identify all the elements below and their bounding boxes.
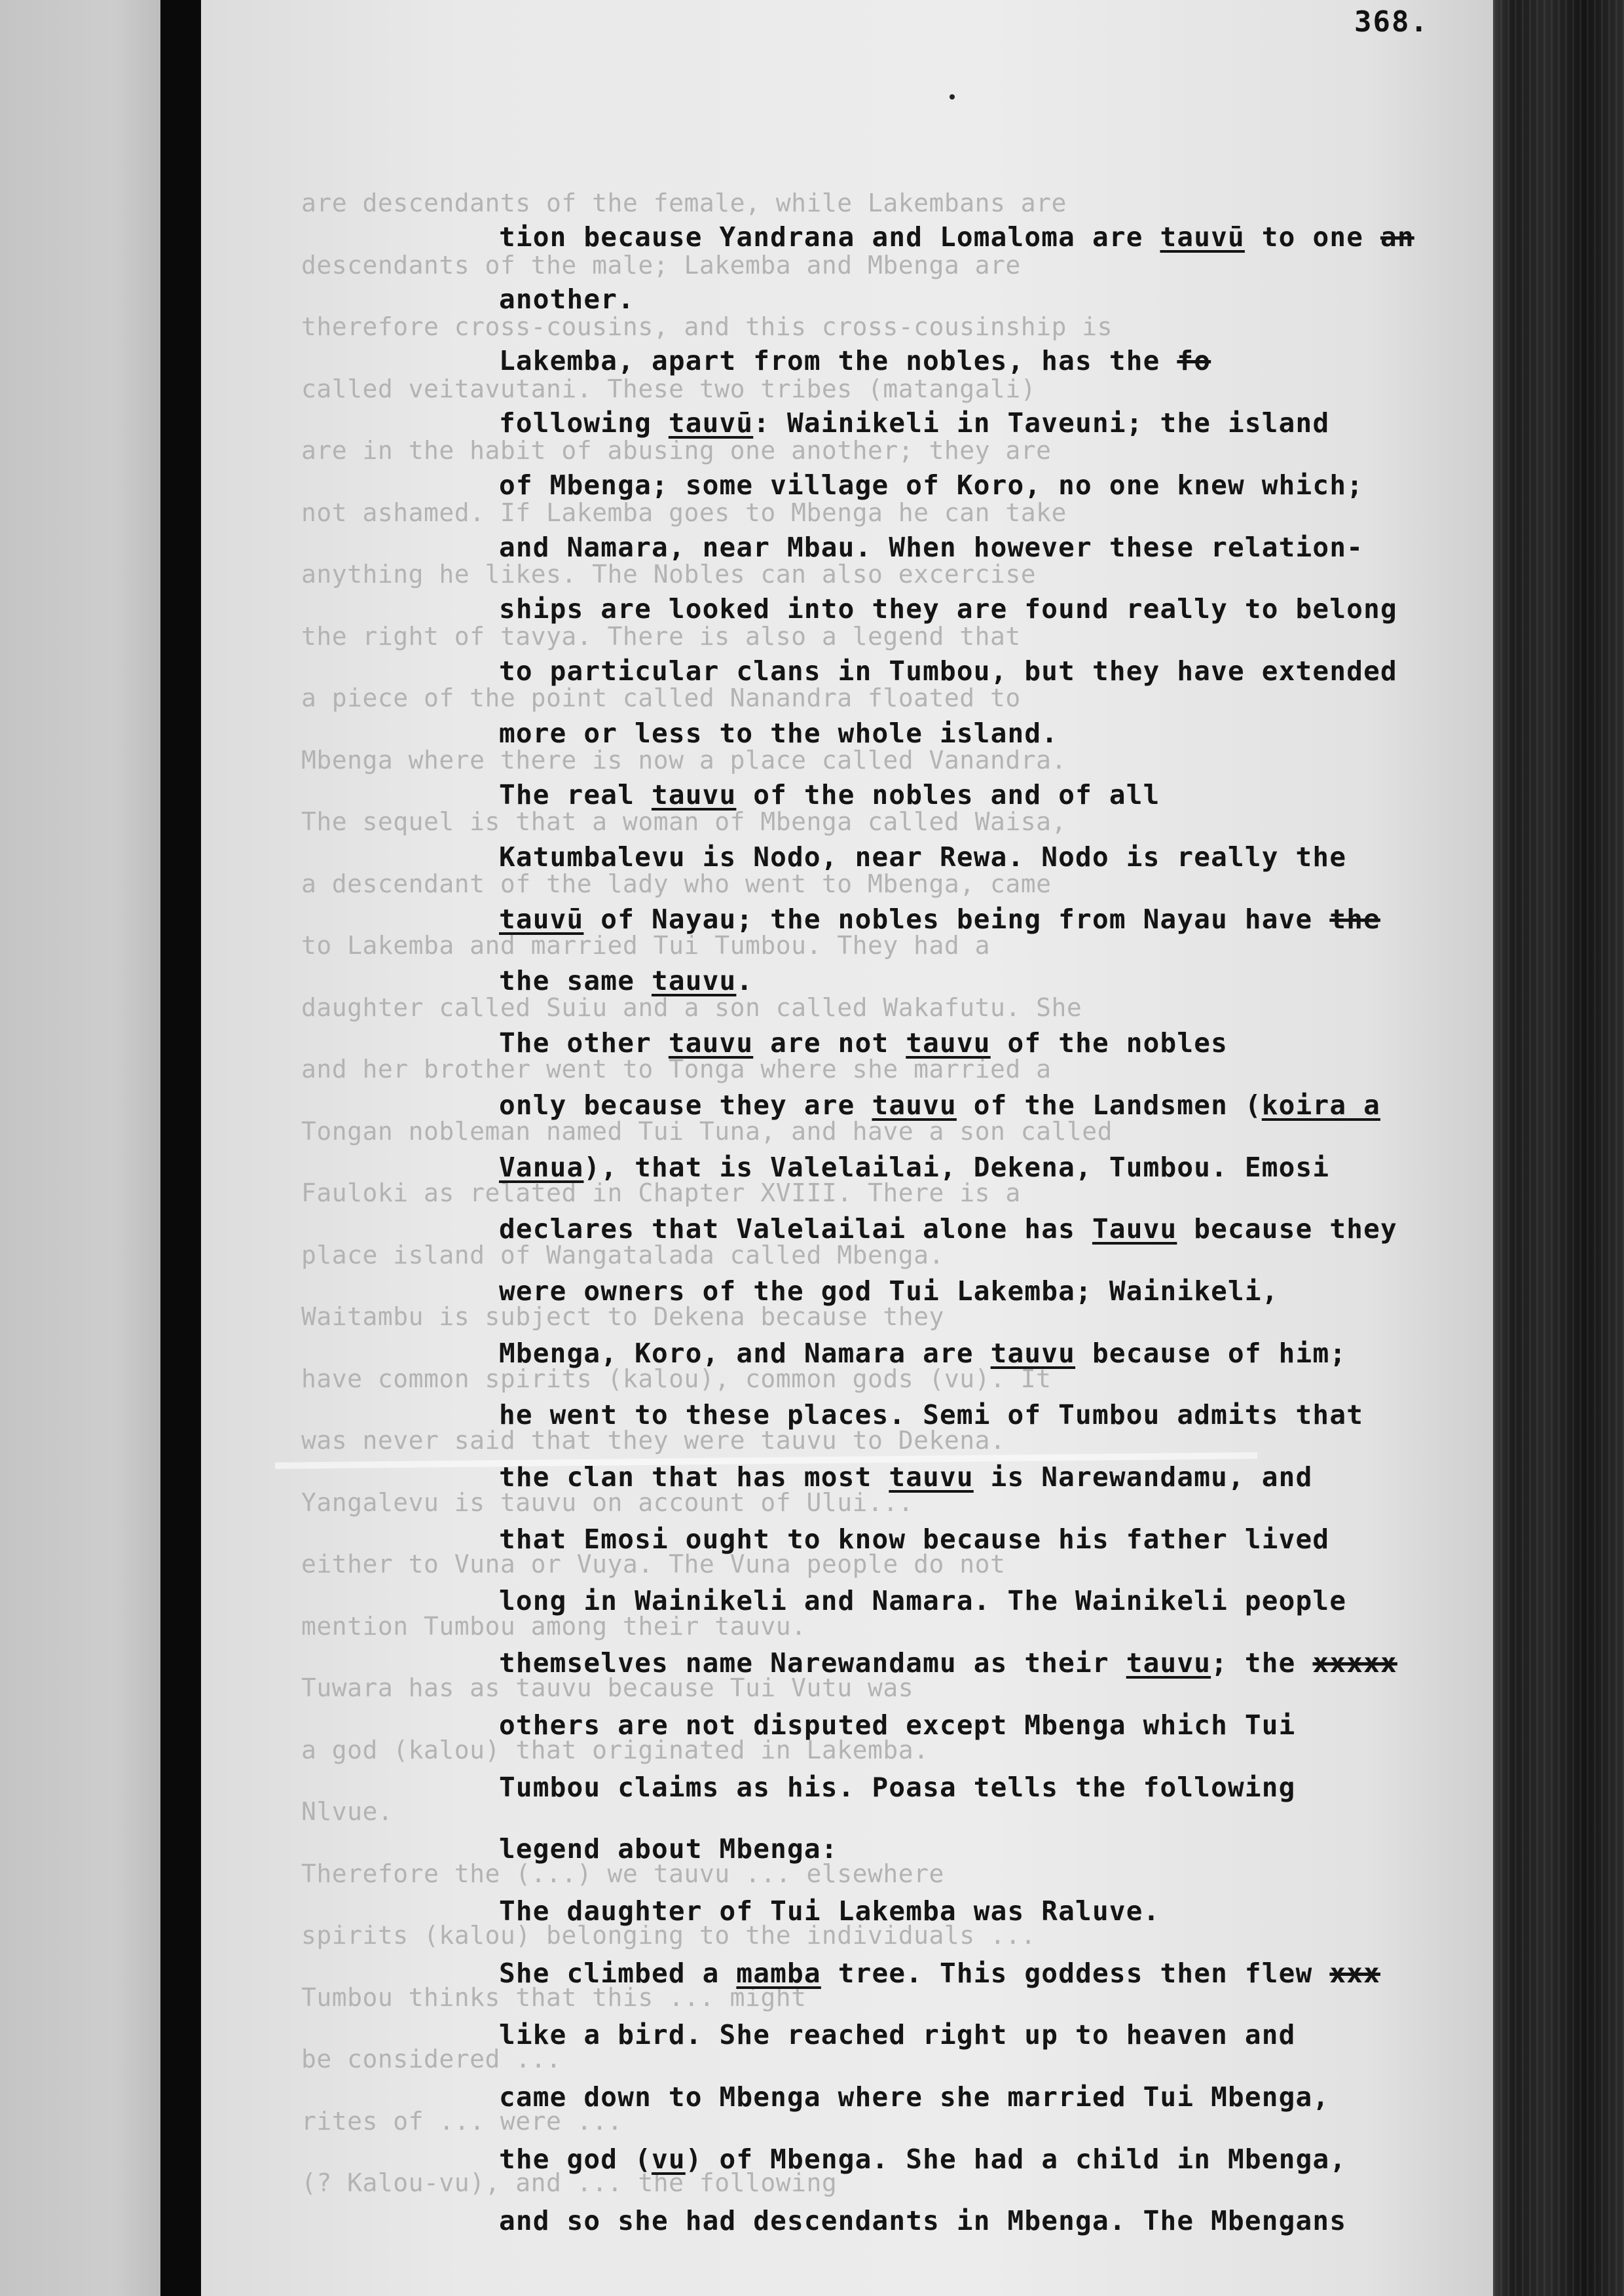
line-text: : Wainikeli in Taveuni; the island: [753, 407, 1330, 439]
line-text: another.: [499, 283, 635, 315]
underlined-term: tauvu: [872, 1089, 957, 1121]
show-through-line: spirits (kalou) belonging to the individuals ...: [301, 1921, 1037, 1950]
line-text: because of him;: [1075, 1337, 1347, 1369]
typed-line: [499, 965, 753, 996]
typed-line: [499, 1833, 838, 1865]
line-text: the same: [499, 965, 652, 997]
typed-line: [499, 2081, 1329, 2113]
typed-line: [499, 283, 635, 315]
typed-line: [499, 1275, 1279, 1307]
typed-line: [499, 655, 1397, 687]
show-through-line: rites of ... were ...: [301, 2106, 623, 2136]
show-through-line: Fauloki as related in Chapter XVIII. There is a: [301, 1178, 1021, 1207]
typed-line: [499, 1647, 1397, 1679]
line-text: the clan that has most: [499, 1461, 889, 1493]
typed-line: [499, 345, 1211, 376]
line-text: ), that is Valelailai, Dekena, Tumbou. Emosi: [583, 1151, 1330, 1183]
show-through-line: and her brother went to Tonga where she married a: [301, 1055, 1052, 1084]
line-text: Mbenga, Koro, and Namara are: [499, 1337, 991, 1369]
line-text: tree. This goddess then flew: [821, 1957, 1330, 1989]
typed-line: [499, 1709, 1296, 1741]
show-through-line: was never said that they were tauvu to Dekena.: [301, 1426, 1006, 1455]
page-number: 368.: [1354, 5, 1429, 39]
show-through-line: anything he likes. The Nobles can also excercise: [301, 560, 1037, 589]
line-text: of the Landsmen (: [956, 1089, 1262, 1121]
show-through-line: mention Tumbou among their tauvu.: [301, 1611, 807, 1641]
line-text: to one: [1244, 221, 1380, 253]
underlined-term: tauvū: [1160, 221, 1245, 253]
show-through-line: Tumbou thinks that this ... might: [301, 1982, 807, 2012]
show-through-line: a god (kalou) that originated in Lakemba.: [301, 1735, 929, 1764]
line-text: others are not disputed except Mbenga which Tui: [499, 1709, 1296, 1741]
typed-line: [499, 1585, 1346, 1616]
show-through-line: a piece of the point called Nanandra floated to: [301, 683, 1021, 712]
show-through-line: called veitavutani. These two tribes (matangali): [301, 374, 1037, 403]
line-text: of Nayau; the nobles being from Nayau have: [583, 903, 1330, 935]
underlined-term: Tauvu: [1092, 1213, 1177, 1245]
line-text: he went to these places. Semi of Tumbou admits that: [499, 1399, 1364, 1431]
typed-line: [499, 532, 1363, 563]
line-text: long in Wainikeli and Namara. The Wainikeli people: [499, 1585, 1347, 1617]
struck-out-text: xxx: [1329, 1957, 1380, 1989]
typed-line: [499, 407, 1329, 439]
show-through-line: the right of tavya. There is also a legend that: [301, 621, 1021, 651]
book-binding-edge: [1493, 0, 1624, 2296]
left-margin: [0, 0, 160, 2296]
show-through-line: Tongan nobleman named Tui Tuna, and have a son called: [301, 1116, 1113, 1146]
underlined-term: tauvū: [499, 903, 584, 935]
underlined-term: mamba: [736, 1957, 821, 1989]
typed-line: [499, 1895, 1160, 1927]
line-text: of Mbenga; some village of Koro, no one knew which;: [499, 469, 1364, 501]
show-through-line: are in the habit of abusing one another; they are: [301, 436, 1052, 465]
show-through-line: descendants of the male; Lakemba and Mbenga are: [301, 250, 1021, 280]
show-through-line: The sequel is that a woman of Mbenga called Waisa,: [301, 807, 1067, 836]
underlined-term: tauvu: [651, 779, 737, 811]
typed-line: [499, 1523, 1329, 1555]
line-text: Lakemba, apart from the nobles, has the: [499, 345, 1177, 377]
line-text: legend about Mbenga:: [499, 1833, 838, 1865]
show-through-line: Yangalevu is tauvu on account of Ului...: [301, 1487, 914, 1517]
show-through-line: to Lakemba and married Tui Tumbou. They had a: [301, 931, 991, 960]
line-text: ) of Mbenga. She had a child in Mbenga,: [685, 2143, 1347, 2175]
line-text: that Emosi ought to know because his father lived: [499, 1523, 1330, 1555]
show-through-text: [201, 0, 1493, 2296]
typed-line: [499, 903, 1380, 935]
struck-out-text: the: [1329, 903, 1380, 935]
typed-line: [499, 2019, 1296, 2050]
line-text: declares that Valelailai alone has: [499, 1213, 1092, 1245]
underlined-term: tauvu: [668, 1027, 754, 1059]
line-text: and Namara, near Mbau. When however these relation-: [499, 531, 1364, 563]
show-through-line: either to Vuna or Vuya. The Vuna people do not: [301, 1550, 1006, 1578]
typed-line: [499, 1152, 1329, 1183]
typed-line: [499, 1958, 1380, 1989]
line-text: The other: [499, 1027, 669, 1059]
show-through-line: a descendant of the lady who went to Mbenga, came: [301, 869, 1052, 898]
typed-line: [499, 1461, 1312, 1493]
line-text: were owners of the god Tui Lakemba; Wainikeli,: [499, 1275, 1279, 1307]
typed-line: [499, 593, 1397, 625]
underlined-term: tauvū: [668, 407, 754, 439]
typed-line: [499, 1213, 1397, 1245]
line-text: and so she had descendants in Mbenga. The Mbengans: [499, 2205, 1347, 2237]
line-text: more or less to the whole island.: [499, 717, 1059, 749]
typed-line: [499, 1772, 1296, 1803]
line-text: because they: [1177, 1213, 1397, 1245]
underlined-term: tauvu: [1126, 1647, 1211, 1679]
typed-line: [499, 221, 1414, 253]
typed-line: [499, 779, 1160, 811]
show-through-line: be considered ...: [301, 2045, 562, 2073]
typed-line: [499, 469, 1363, 501]
underlined-term: tauvu: [990, 1337, 1076, 1369]
show-through-line: (? Kalou-vu), and ... the following: [301, 2168, 838, 2197]
underlined-term: tauvu: [889, 1461, 974, 1493]
struck-out-text: an: [1380, 221, 1414, 253]
line-text: She climbed a: [499, 1957, 737, 1989]
typed-line: [499, 2143, 1346, 2175]
show-through-line: Therefore the (...) we tauvu ... elsewhere: [301, 1859, 944, 1888]
line-text: The daughter of Tui Lakemba was Raluve.: [499, 1895, 1160, 1927]
line-text: Tumbou claims as his. Poasa tells the following: [499, 1771, 1296, 1803]
line-text: following: [499, 407, 669, 439]
show-through-line: Waitambu is subject to Dekena because they: [301, 1302, 944, 1331]
line-text: only because they are: [499, 1089, 872, 1121]
underlined-term: tauvu: [651, 965, 737, 997]
typed-line: [499, 1399, 1363, 1430]
line-text: like a bird. She reached right up to heaven and: [499, 2019, 1296, 2051]
show-through-line: are descendants of the female, while Lakembans are: [301, 189, 1067, 217]
show-through-line: place island of Wangatalada called Mbenga.: [301, 1240, 944, 1269]
line-text: The real: [499, 779, 652, 811]
film-speck: [950, 94, 955, 100]
line-text: themselves name Narewandamu as their: [499, 1647, 1126, 1679]
struck-out-text: xxxxx: [1312, 1647, 1397, 1679]
line-text: to particular clans in Tumbou, but they have extended: [499, 655, 1397, 687]
struck-out-text: fo: [1177, 345, 1211, 377]
typed-line: [499, 2205, 1346, 2236]
line-text: of the nobles: [990, 1027, 1228, 1059]
show-through-line: Nlvue.: [301, 1797, 394, 1826]
typed-line: [499, 1027, 1228, 1059]
show-through-line: Tuwara has as tauvu because Tui Vutu was: [301, 1673, 914, 1702]
underlined-term: vu: [651, 2143, 686, 2175]
typed-line: [499, 718, 1058, 749]
line-text: .: [736, 965, 754, 997]
line-text: came down to Mbenga where she married Tui Mbenga,: [499, 2081, 1330, 2113]
underlined-term: Vanua: [499, 1151, 584, 1183]
underlined-term: koira a: [1261, 1089, 1380, 1121]
show-through-line: have common spirits (kalou), common gods (vu). It: [301, 1364, 1052, 1393]
line-text: the god (: [499, 2143, 652, 2175]
typed-line: [499, 841, 1346, 873]
film-edge-bar: [160, 0, 201, 2296]
line-text: are not: [753, 1027, 906, 1059]
underlined-term: tauvu: [906, 1027, 991, 1059]
line-text: ships are looked into they are found really to belong: [499, 593, 1397, 625]
line-text: is Narewandamu, and: [973, 1461, 1313, 1493]
show-through-line: therefore cross-cousins, and this cross-cousinship is: [301, 312, 1113, 341]
typescript-page: [201, 0, 1493, 2296]
typed-line: [499, 1338, 1346, 1369]
show-through-line: daughter called Suiu and a son called Wakafutu. She: [301, 993, 1082, 1022]
line-text: ; the: [1211, 1647, 1313, 1679]
show-through-line: not ashamed. If Lakemba goes to Mbenga he can take: [301, 498, 1067, 527]
line-text: tion because Yandrana and Lomaloma are: [499, 221, 1160, 253]
typed-line: [499, 1089, 1380, 1121]
line-text: of the nobles and of all: [736, 779, 1160, 811]
line-text: Katumbalevu is Nodo, near Rewa. Nodo is really the: [499, 841, 1347, 873]
show-through-line: Mbenga where there is now a place called Vanandra.: [301, 745, 1067, 774]
